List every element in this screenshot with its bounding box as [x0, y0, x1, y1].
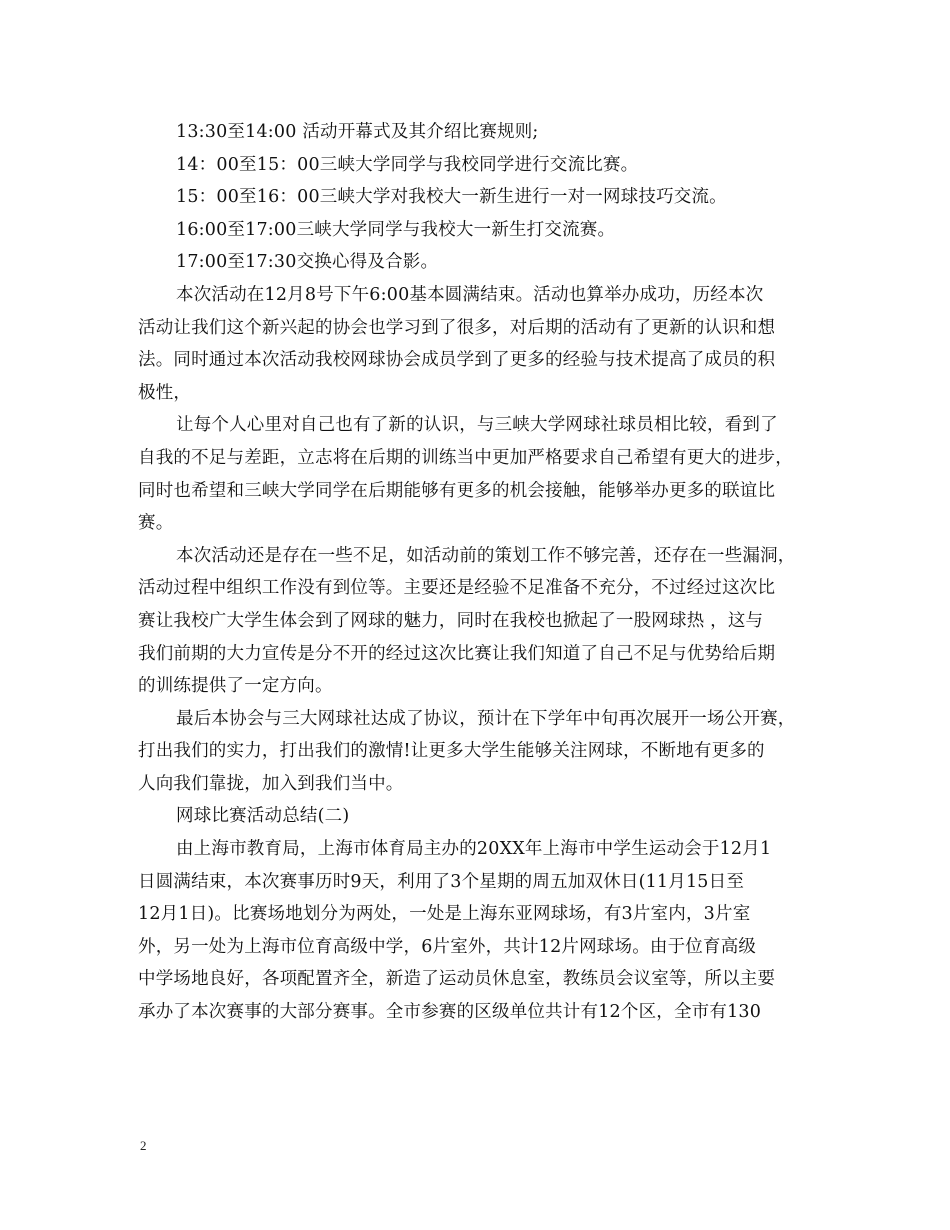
text-line: 赛让我校广大学生体会到了网球的魅力，同时在我校也掀起了一股网球热 ，这与	[138, 610, 764, 631]
text-line: 本次活动在12月8号下午6:00基本圆满结束。活动也算举办成功，历经本次	[176, 284, 764, 305]
text-line: 同时也希望和三峡大学同学在后期能够有更多的机会接触，能够举办更多的联谊比	[138, 480, 776, 501]
text-line: 打出我们的实力，打出我们的激情!让更多大学生能够关注网球，不断地有更多的	[138, 741, 765, 762]
text-line: 的训练提供了一定方向。	[138, 676, 333, 697]
section-heading: 网球比赛活动总结(二)	[176, 806, 350, 827]
text-line: 外，另一处为上海市位育高级中学，6片室外，共计12片网球场。由于位育高级	[138, 936, 757, 957]
text-line: 日圆满结束，本次赛事历时9天，利用了3个星期的周五加双休日(11月15日至	[138, 871, 745, 892]
text-line: 中学场地良好，各项配置齐全，新造了运动员休息室，教练员会议室等，所以主要	[138, 969, 776, 990]
schedule-line: 17:00至17:30交换心得及合影。	[176, 252, 439, 273]
text-line: 12月1日)。比赛场地划分为两处，一处是上海东亚网球场，有3片室内，3片室	[138, 904, 751, 925]
text-line: 人向我们靠拢，加入到我们当中。	[138, 773, 404, 794]
schedule-line: 14：00至15：00三峡大学同学与我校同学进行交流比赛。	[176, 154, 639, 175]
text-line: 法。同时通过本次活动我校网球协会成员学到了更多的经验与技术提高了成员的积	[138, 350, 776, 371]
text-line: 承办了本次赛事的大部分赛事。全市参赛的区级单位共计有12个区，全市有130	[138, 1002, 762, 1023]
text-line: 最后本协会与三大网球社达成了协议，预计在下学年中旬再次展开一场公开赛，	[176, 708, 796, 729]
text-line: 赛。	[138, 513, 174, 534]
text-line: 本次活动还是存在一些不足，如活动前的策划工作不够完善，还存在一些漏洞，	[176, 545, 796, 566]
text-line: 我们前期的大力宣传是分不开的经过这次比赛让我们知道了自己不足与优势给后期	[138, 643, 776, 664]
schedule-line: 15：00至16：00三峡大学对我校大一新生进行一对一网球技巧交流。	[176, 187, 727, 208]
text-line: 自我的不足与差距，立志将在后期的训练当中更加严格要求自己希望有更大的进步，	[138, 447, 793, 468]
page-number: 2	[140, 1138, 147, 1153]
text-line: 活动让我们这个新兴起的协会也学习到了很多，对后期的活动有了更新的认识和想	[138, 317, 776, 338]
schedule-line: 16:00至17:00三峡大学同学与我校大一新生打交流赛。	[176, 219, 616, 240]
text-line: 极性，	[138, 382, 192, 403]
text-line: 由上海市教育局，上海市体育局主办的20XX年上海市中学生运动会于12月1	[176, 839, 772, 860]
body-text	[138, 116, 828, 1029]
text-line: 让每个人心里对自己也有了新的认识，与三峡大学网球社球员相比较，看到了	[176, 415, 778, 436]
schedule-line: 13:30至14:00 活动开幕式及其介绍比赛规则;	[176, 122, 539, 142]
text-line: 活动过程中组织工作没有到位等。主要还是经验不足准备不充分，不过经过这次比	[138, 578, 776, 599]
